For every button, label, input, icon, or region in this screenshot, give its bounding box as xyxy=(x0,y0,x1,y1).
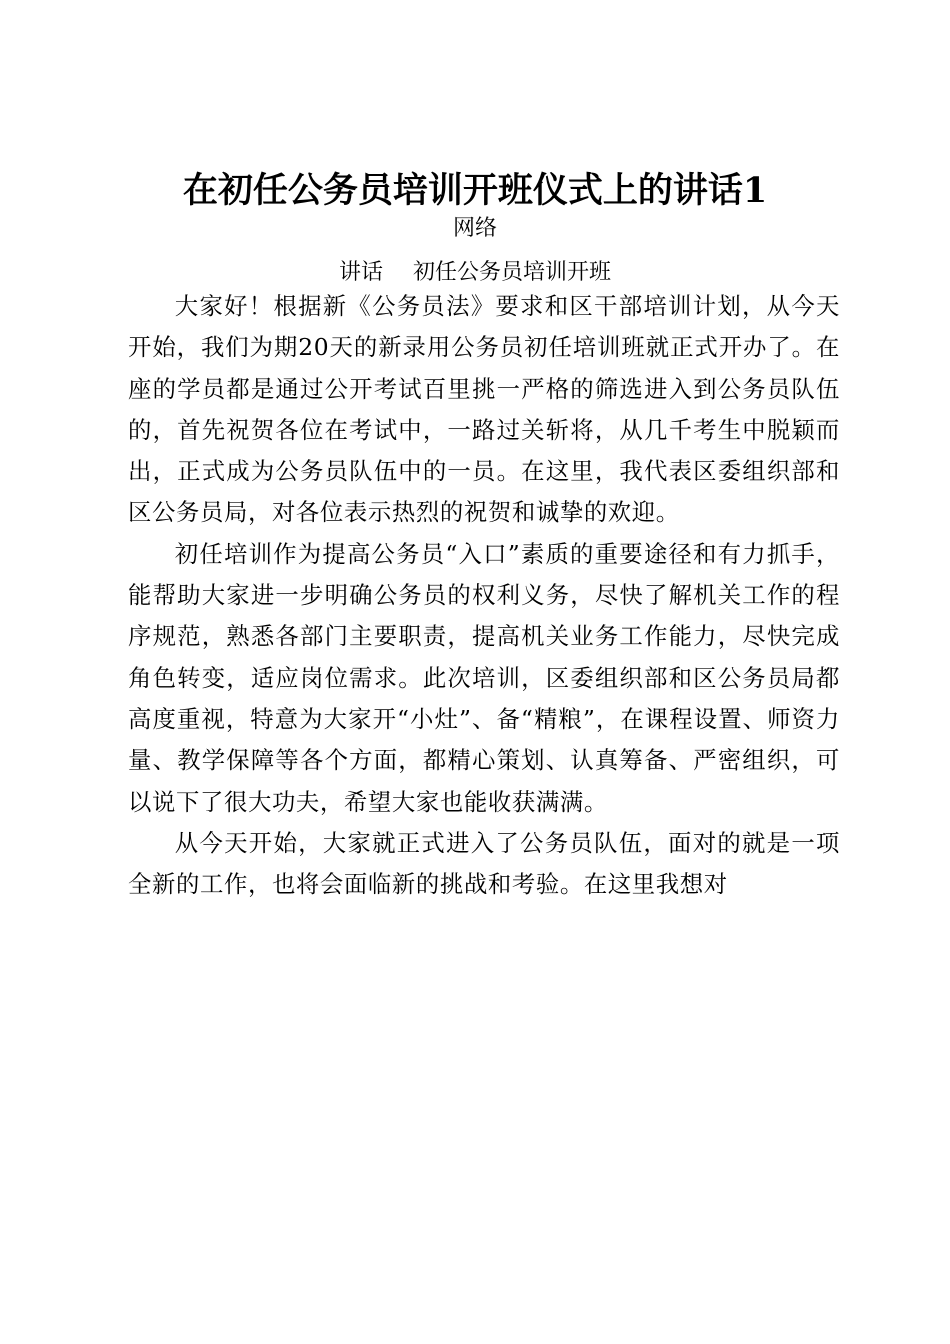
body-paragraph-3: 从今天开始，大家就正式进入了公务员队伍，面对的就是一项全新的工作，也将会面临新的挑战和考验。在这里我想对 xyxy=(128,828,840,899)
document-body xyxy=(128,286,840,905)
body-paragraph-1: 大家好！根据新《公务员法》要求和区干部培训计划，从今天开始，我们为期20天的新录用公务员初任培训班就正式开办了。在座的学员都是通过公开考试百里挑一严格的筛选进入到公务员队伍的，首先祝贺各位在考试中，一路过关斩将，从几千考生中脱颖而出，正式成为公务员队伍中的一员。在这里，我代表区委组织部和区公务员局，对各位表示热烈的祝贺和诚挚的欢迎。 xyxy=(128,292,840,527)
document-keywords xyxy=(0,258,950,288)
body-paragraph-2: 初任培训作为提高公务员“入口”素质的重要途径和有力抓手，能帮助大家进一步明确公务员的权利义务，尽快了解机关工作的程序规范，熟悉各部门主要职责，提高机关业务工作能力，尽快完成角色转变，适应岗位需求。此次培训，区委组织部和区公务员局都高度重视，特意为大家开“小灶”、备“精粮”，在课程设置、师资力量、教学保障等各个方面，都精心策划、认真筹备、严密组织，可以说下了很大功夫，希望大家也能收获满满。 xyxy=(128,539,840,816)
keyword-2: 初任公务员培训开班 xyxy=(413,260,612,285)
document-title: 在初任公务员培训开班仪式上的讲话1 xyxy=(182,170,768,211)
document-source: 网络 xyxy=(452,216,497,241)
keyword-1: 讲话 xyxy=(338,260,383,285)
